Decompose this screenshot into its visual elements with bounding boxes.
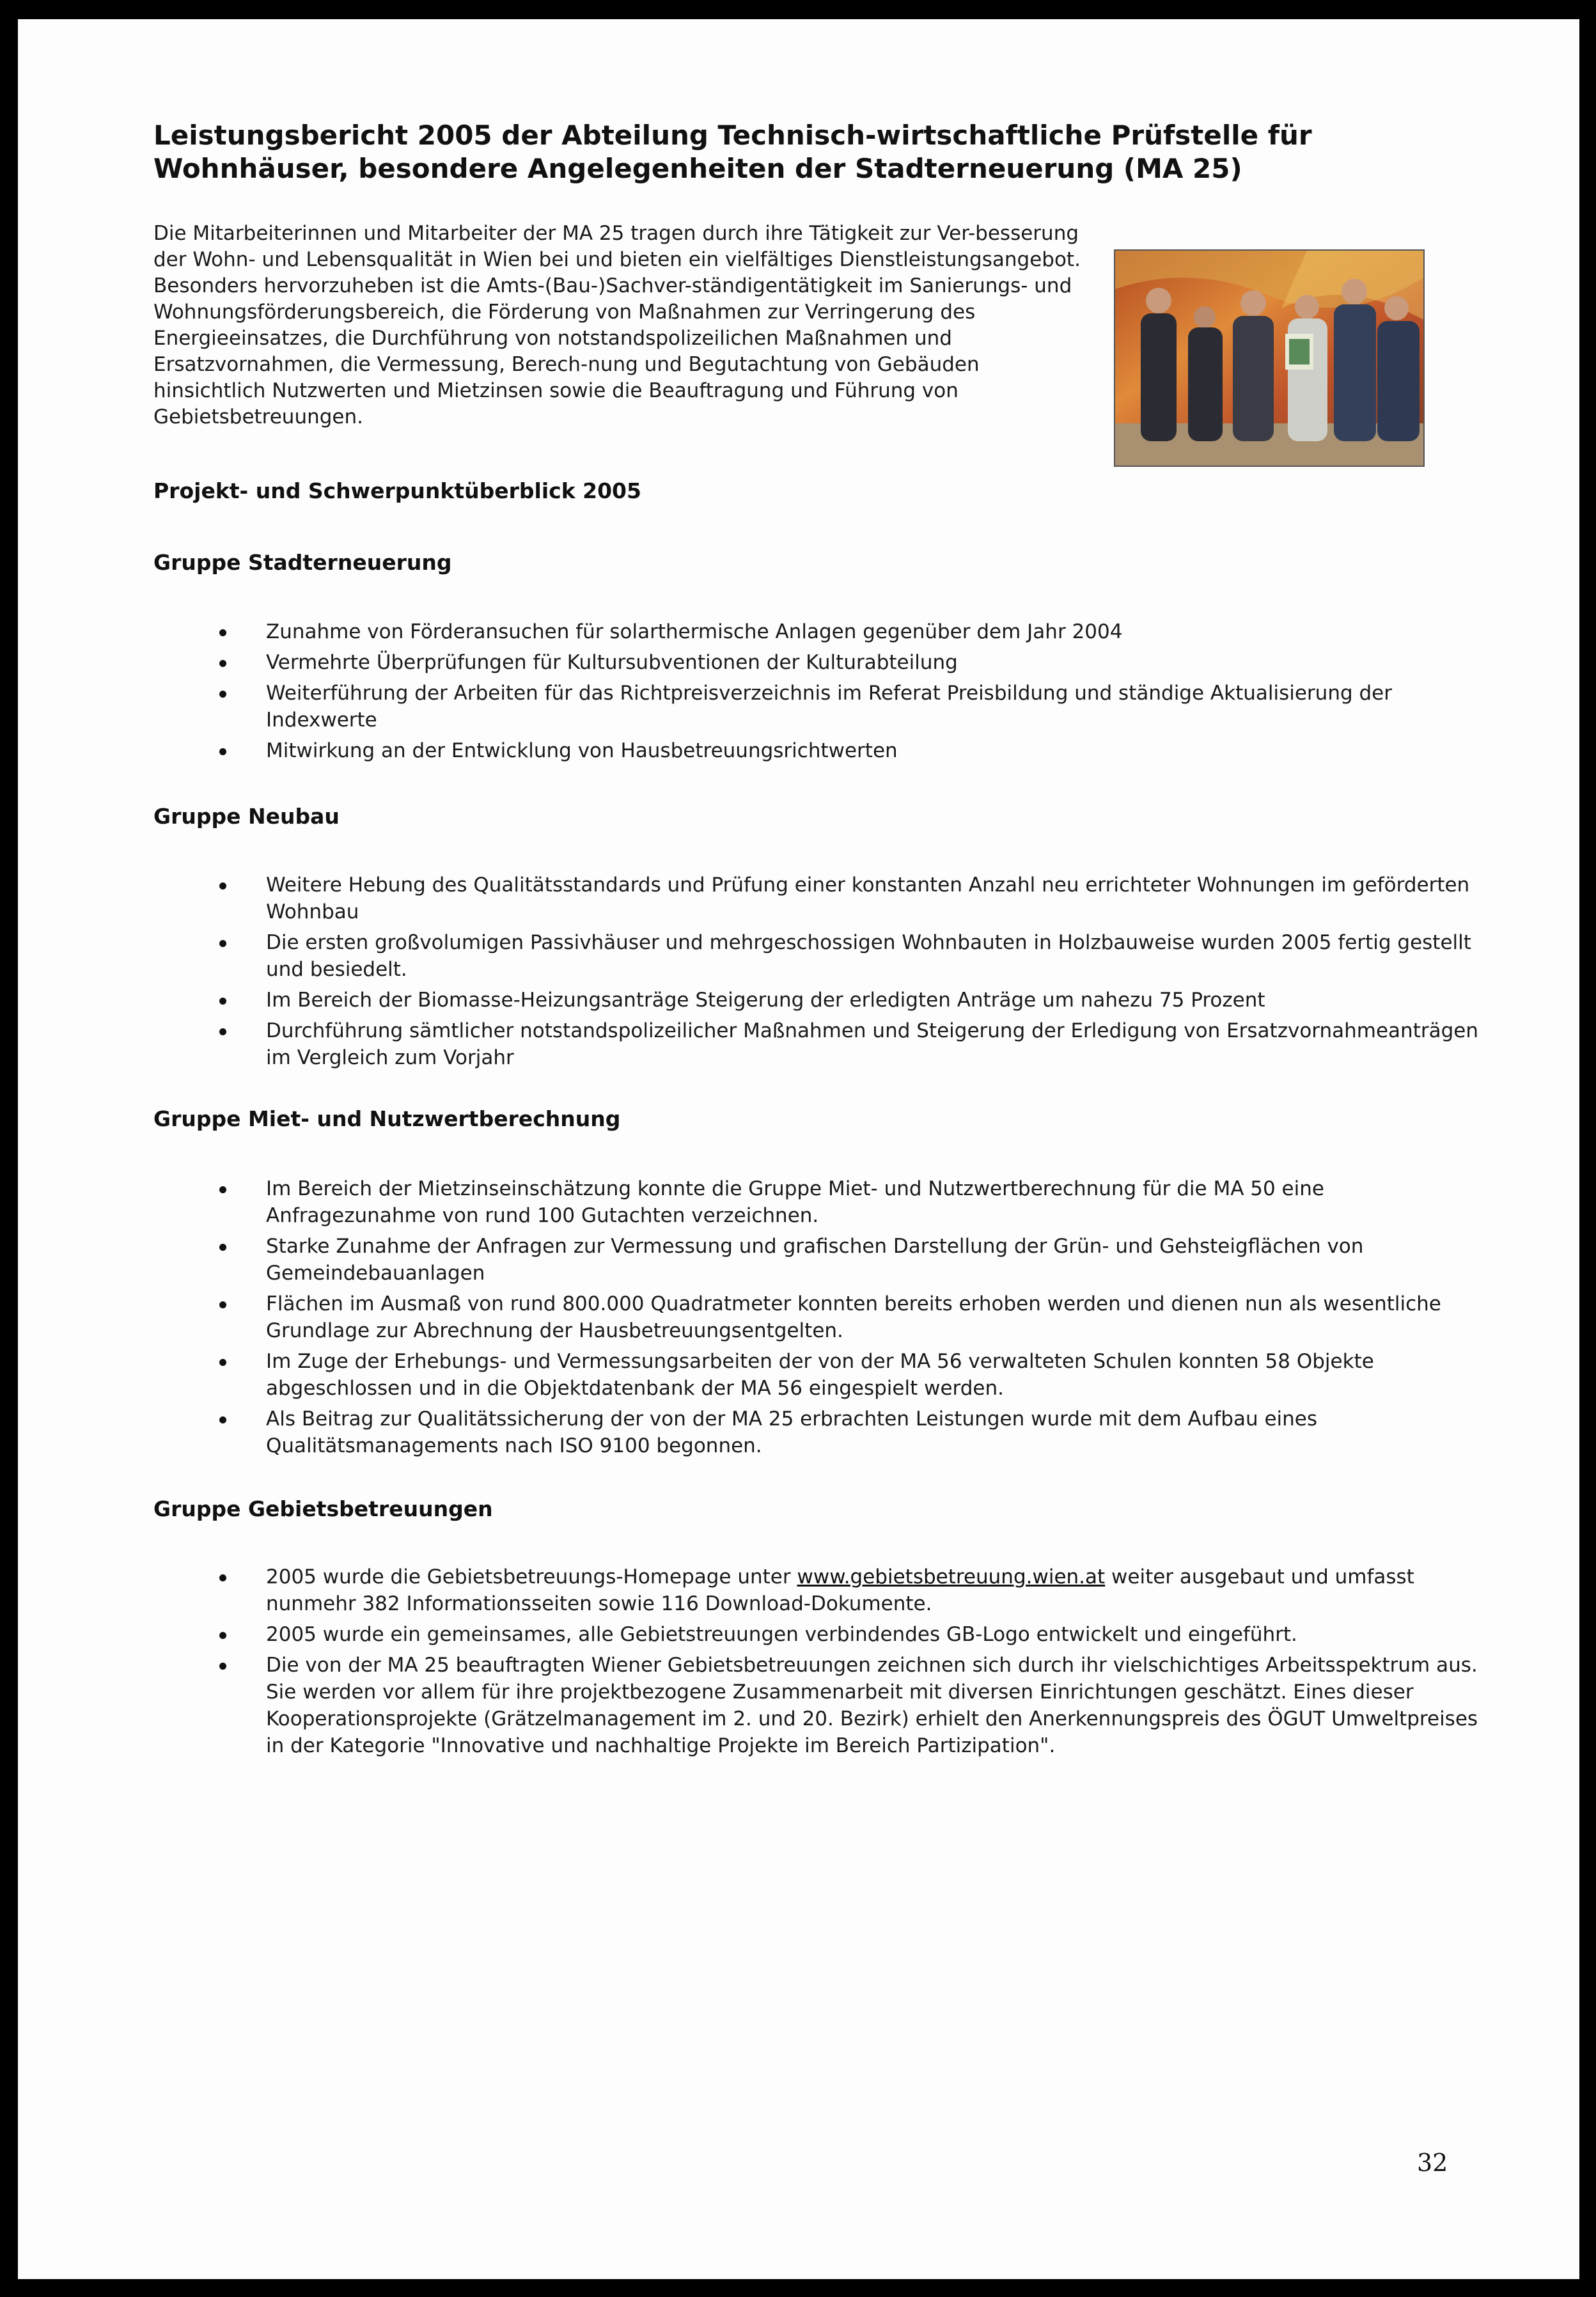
list-item: Durchführung sämtlicher notstandspolizeilicher Maßnahmen und Steigerung der Erledigung von Ersatzvornahmeanträgen im Vergleich zum Vorjahr: [153, 1017, 1483, 1071]
page-title: Leistungsbericht 2005 der Abteilung Technisch-wirtschaftliche Prüfstelle für Wohnhäuser, besondere Angelegenheiten der Stadterneuerung (MA 25): [153, 120, 1312, 184]
list-item: Vermehrte Überprüfungen für Kultursubventionen der Kulturabteilung: [153, 649, 1483, 676]
stadterneuerung-heading: Gruppe Stadterneuerung: [153, 550, 452, 575]
intro-paragraph: Die Mitarbeiterinnen und Mitarbeiter der MA 25 tragen durch ihre Tätigkeit zur Ver-besserung der Wohn- und Lebensqualität in Wien bei und bieten ein vielfältiges Dienstleistungsangebot. Besonders hervorzuheben ist die Amts-(Bau-)Sachver-ständigentätigkeit im Sanierungs- und Wohnungsförderungsbereich, die Förderung von Maßnahmen zur Verringerung des Energieeinsatzes, die Durchführung von notstandspolizeilichen Maßnahmen und Ersatzvornahmen, die Vermessung, Berech-nung und Begutachtung von Gebäuden hinsichtlich Nutzwerten und Mietzinsen sowie die Beauftragung und Führung von Gebietsbetreuungen.: [153, 222, 1081, 428]
list-item: Flächen im Ausmaß von rund 800.000 Quadratmeter konnten bereits erhoben werden und dienen nun als wesentliche Grundlage zur Abrechnung der Hausbetreuungsentgelten.: [153, 1290, 1483, 1344]
list-item: Die ersten großvolumigen Passivhäuser und mehrgeschossigen Wohnbauten in Holzbauweise wurden 2005 fertig gestellt und besiedelt.: [153, 929, 1483, 983]
item-text: 2005 wurde die Gebietsbetreuungs-Homepage unter: [266, 1565, 797, 1588]
miet-heading: Gruppe Miet- und Nutzwertberechnung: [153, 1106, 621, 1131]
gebiet-list: [153, 1564, 1483, 1763]
list-item: Mitwirkung an der Entwicklung von Hausbetreuungsrichtwerten: [153, 737, 1483, 764]
document-page: [18, 19, 1579, 2279]
neubau-list: [153, 872, 1483, 1075]
list-item: Die von der MA 25 beauftragten Wiener Gebietsbetreuungen zeichnen sich durch ihr vielschichtiges Arbeitsspektrum aus. Sie werden vor allem für ihre projektbezogene Zusammenarbeit mit diversen Einrichtungen geschätzt. Eines dieser Kooperationsprojekte (Grätzelmanagement im 2. und 20. Bezirk) erhielt den Anerkennungspreis des ÖGUT Umweltpreises in der Kategorie "Innovative und nachhaltige Projekte im Bereich Partizipation".: [153, 1652, 1483, 1759]
gebiet-heading: Gruppe Gebietsbetreuungen: [153, 1496, 493, 1521]
list-item: Als Beitrag zur Qualitätssicherung der von der MA 25 erbrachten Leistungen wurde mit dem Aufbau eines Qualitätsmanagements nach ISO 9100 begonnen.: [153, 1406, 1483, 1459]
list-item: Im Zuge der Erhebungs- und Vermessungsarbeiten der von der MA 56 verwalteten Schulen konnten 58 Objekte abgeschlossen und in die Objektdatenbank der MA 56 eingespielt werden.: [153, 1348, 1483, 1402]
list-item: Starke Zunahme der Anfragen zur Vermessung und grafischen Darstellung der Grün- und Gehsteigflächen von Gemeindebauanlagen: [153, 1233, 1483, 1287]
item-text: weiter ausgebaut und umfasst nunmehr 382 Informationsseiten sowie 116 Download-Dokumente.: [266, 1565, 1414, 1615]
list-item: [153, 1564, 1483, 1617]
list-item: Weiterführung der Arbeiten für das Richtpreisverzeichnis im Referat Preisbildung und ständige Aktualisierung der Indexwerte: [153, 680, 1483, 733]
list-item: Im Bereich der Mietzinseinschätzung konnte die Gruppe Miet- und Nutzwertberechnung für die MA 50 eine Anfragezunahme von rund 100 Gutachten verzeichnen.: [153, 1175, 1483, 1229]
group-photo: [1114, 249, 1425, 467]
neubau-heading: Gruppe Neubau: [153, 804, 340, 829]
list-item: Zunahme von Förderansuchen für solarthermische Anlagen gegenüber dem Jahr 2004: [153, 618, 1483, 645]
page-number: 32: [1417, 2149, 1448, 2177]
miet-list: [153, 1175, 1483, 1463]
list-item: Weitere Hebung des Qualitätsstandards und Prüfung einer konstanten Anzahl neu errichteter Wohnungen im geförderten Wohnbau: [153, 872, 1483, 925]
overview-heading: Projekt- und Schwerpunktüberblick 2005: [153, 478, 641, 503]
homepage-link[interactable]: www.gebietsbetreuung.wien.at: [797, 1565, 1106, 1588]
list-item: 2005 wurde ein gemeinsames, alle Gebietstreuungen verbindendes GB-Logo entwickelt und eingeführt.: [153, 1621, 1483, 1648]
stadterneuerung-list: [153, 618, 1483, 768]
list-item: Im Bereich der Biomasse-Heizungsanträge Steigerung der erledigten Anträge um nahezu 75 Prozent: [153, 987, 1483, 1014]
